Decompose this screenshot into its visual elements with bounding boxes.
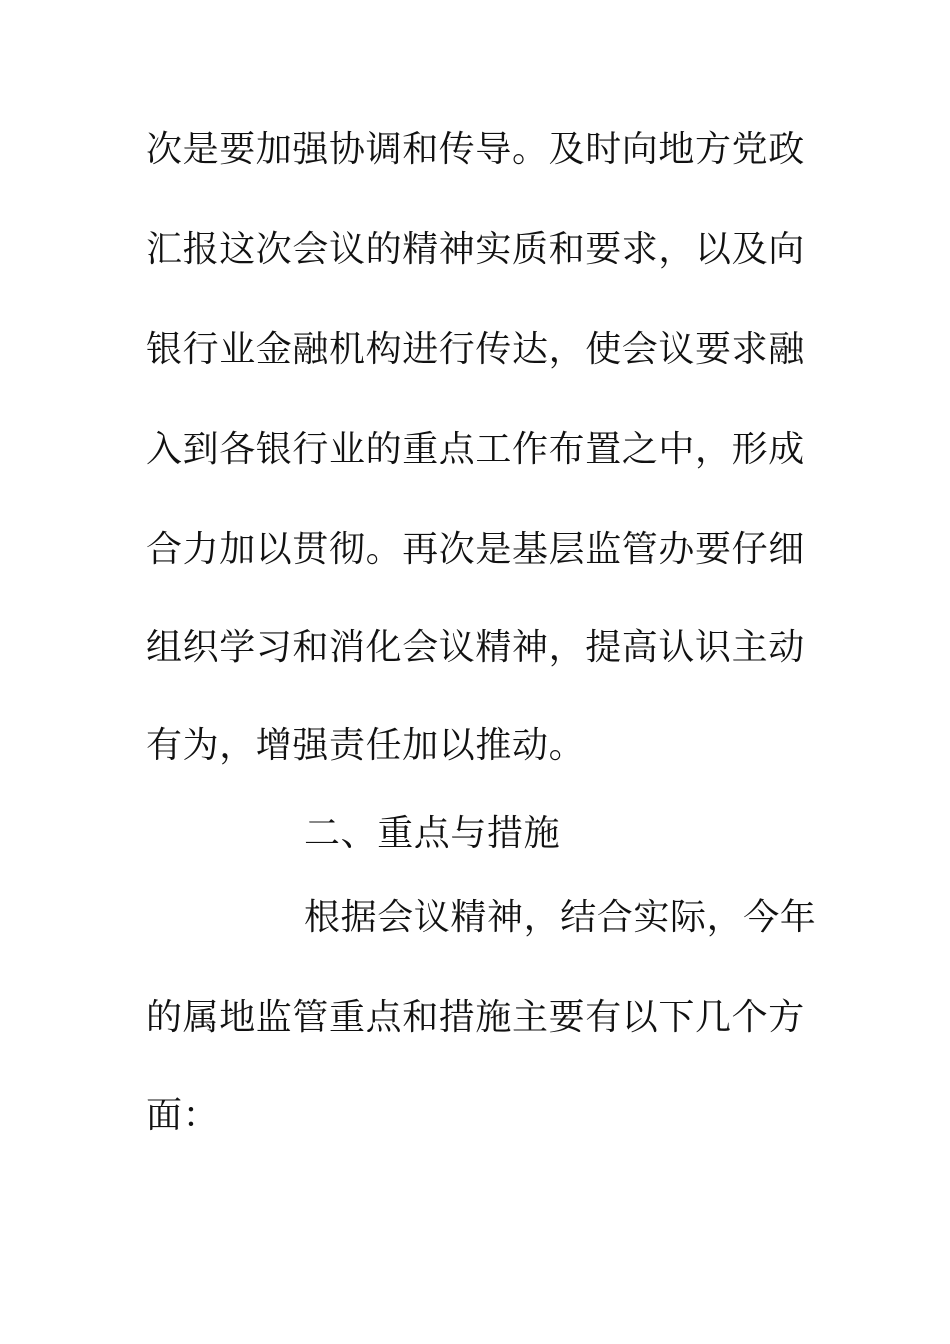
paragraph-line: 有为，增强责任加以推动。 bbox=[146, 725, 586, 766]
paragraph-line: 的属地监管重点和措施主要有以下几个方 bbox=[146, 997, 805, 1038]
section-heading: 二、重点与措施 bbox=[304, 813, 561, 854]
paragraph-line: 汇报这次会议的精神实质和要求，以及向 bbox=[146, 229, 805, 270]
paragraph-line: 根据会议精神，结合实际，今年 bbox=[304, 897, 817, 938]
paragraph-line: 面： bbox=[146, 1095, 220, 1136]
paragraph-line: 组织学习和消化会议精神，提高认识主动 bbox=[146, 627, 805, 668]
paragraph-line: 入到各银行业的重点工作布置之中，形成 bbox=[146, 429, 805, 470]
paragraph-line: 合力加以贯彻。再次是基层监管办要仔细 bbox=[146, 529, 805, 570]
paragraph-line: 银行业金融机构进行传达，使会议要求融 bbox=[146, 329, 805, 370]
paragraph-line: 次是要加强协调和传导。及时向地方党政 bbox=[146, 129, 805, 170]
